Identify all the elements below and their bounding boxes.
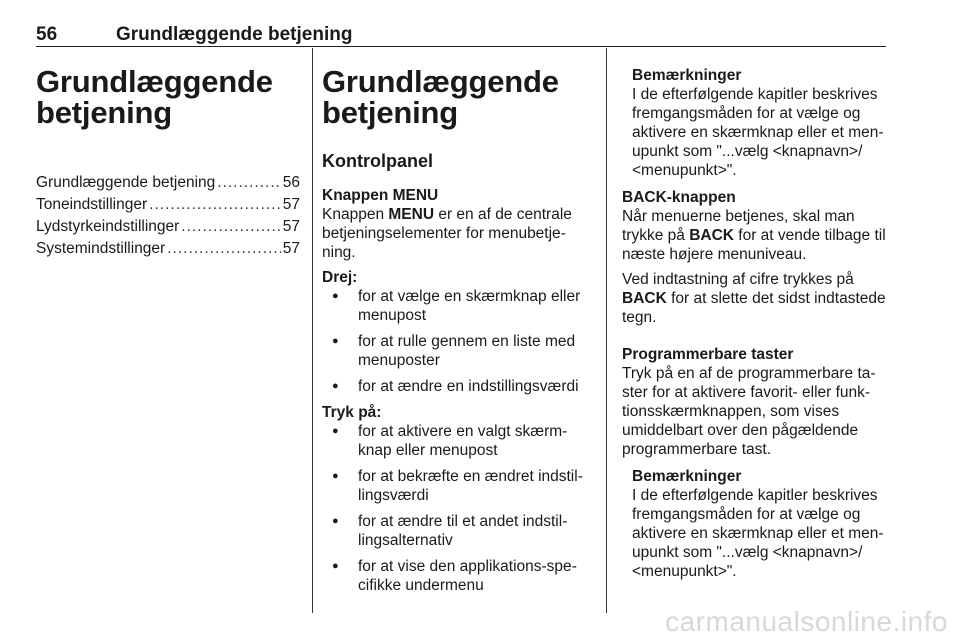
- text-run-bold: MENU: [388, 206, 435, 223]
- text-run: for at slette det sidst indtastede tegn.: [622, 290, 886, 326]
- text-run-bold: BACK: [689, 227, 734, 244]
- back-description-digits: [622, 270, 888, 327]
- press-list: [322, 422, 588, 595]
- text-run: Når menuerne betjenes, skal man trykke på: [622, 208, 855, 244]
- toc-label: Lydstyrkeindstillinger: [36, 218, 180, 235]
- toc-entry[interactable]: [36, 194, 300, 216]
- list-item: ● for at vise den applikations-specifikke undermenu: [322, 557, 588, 595]
- list-item: ● for at ændre til et andet indstillingsalternativ: [322, 512, 588, 550]
- back-button-title: BACK-knappen: [622, 189, 736, 206]
- text-run: Knappen: [322, 206, 389, 223]
- list-item: ● for at bekræfte en ændret indstillingsværdi: [322, 467, 588, 505]
- turn-label: Drej:: [322, 269, 358, 286]
- toc-entry[interactable]: [36, 238, 300, 260]
- toc-leader: [217, 172, 281, 194]
- note-text: I de efterfølgende kapitler beskrives fremgangsmåden for at vælge og aktivere en skærmknap eller et menupunkt som "...vælg <knapnavn>/ <menupunkt>".: [632, 487, 884, 580]
- list-item: ● for at vælge en skærmknap eller menupost: [322, 287, 588, 325]
- toc-leader: [167, 238, 281, 260]
- column-toc: [36, 48, 300, 260]
- list-item: ● for at rulle gennem en liste med menuposter: [322, 332, 588, 370]
- toc-label: Toneindstillinger: [36, 196, 148, 213]
- toc-page: 57: [282, 196, 300, 213]
- menu-button-title: Knappen MENU: [322, 187, 439, 204]
- running-title: Grundlæggende betjening: [116, 24, 353, 45]
- watermark: carmanualsonline.info: [665, 606, 948, 637]
- note-box: [622, 66, 888, 180]
- column-right: [622, 48, 888, 581]
- toc-page: 57: [282, 218, 300, 235]
- text-run-bold: BACK: [622, 290, 667, 307]
- column-main: [322, 48, 588, 602]
- column-divider-2: [606, 48, 607, 613]
- text-run: er en af de centrale betjeningselementer for menubetjening.: [322, 206, 572, 261]
- toc-label: Grundlæggende betjening: [36, 174, 216, 191]
- text-run: Ved indtastning af cifre trykkes på: [622, 271, 854, 288]
- list-item: ● for at aktivere en valgt skærmknap eller menupost: [322, 422, 588, 460]
- programmable-keys-text: Tryk på en af de programmerbare taster for at aktivere favorit- eller funktionsskærmknappen, som vises umiddelbart over den pågældende programmerbare tast.: [622, 365, 876, 458]
- turn-list: [322, 287, 588, 396]
- page-header: [36, 22, 886, 47]
- toc-leader: [149, 194, 281, 216]
- note-title: Bemærkninger: [632, 67, 742, 84]
- section-heading: Grundlæggende betjening: [322, 64, 559, 130]
- note-text: I de efterfølgende kapitler beskrives fremgangsmåden for at vælge og aktivere en skærmknap eller et menupunkt som "...vælg <knapnavn>/ <menupunkt>".: [632, 86, 884, 179]
- subsection-heading: Kontrolpanel: [322, 151, 433, 171]
- toc-page: 57: [282, 240, 300, 257]
- press-label: Tryk på:: [322, 404, 382, 421]
- list-item: ● for at ændre en indstillingsværdi: [322, 377, 588, 396]
- table-of-contents: [36, 172, 300, 260]
- page-number: 56: [36, 24, 58, 45]
- note-box: [622, 467, 888, 581]
- toc-entry[interactable]: [36, 172, 300, 194]
- toc-page: 56: [282, 174, 300, 191]
- menu-description: [322, 205, 588, 262]
- toc-entry[interactable]: [36, 216, 300, 238]
- column-divider-1: [312, 48, 313, 613]
- chapter-heading: Grundlæggende betjening: [36, 64, 273, 130]
- programmable-keys-title: Programmerbare taster: [622, 346, 794, 363]
- text-run: for at vende tilbage til næste højere menuniveau.: [622, 227, 886, 263]
- toc-label: Systemindstillinger: [36, 240, 166, 257]
- back-description: [622, 207, 888, 264]
- toc-leader: [181, 216, 280, 238]
- note-title: Bemærkninger: [632, 468, 742, 485]
